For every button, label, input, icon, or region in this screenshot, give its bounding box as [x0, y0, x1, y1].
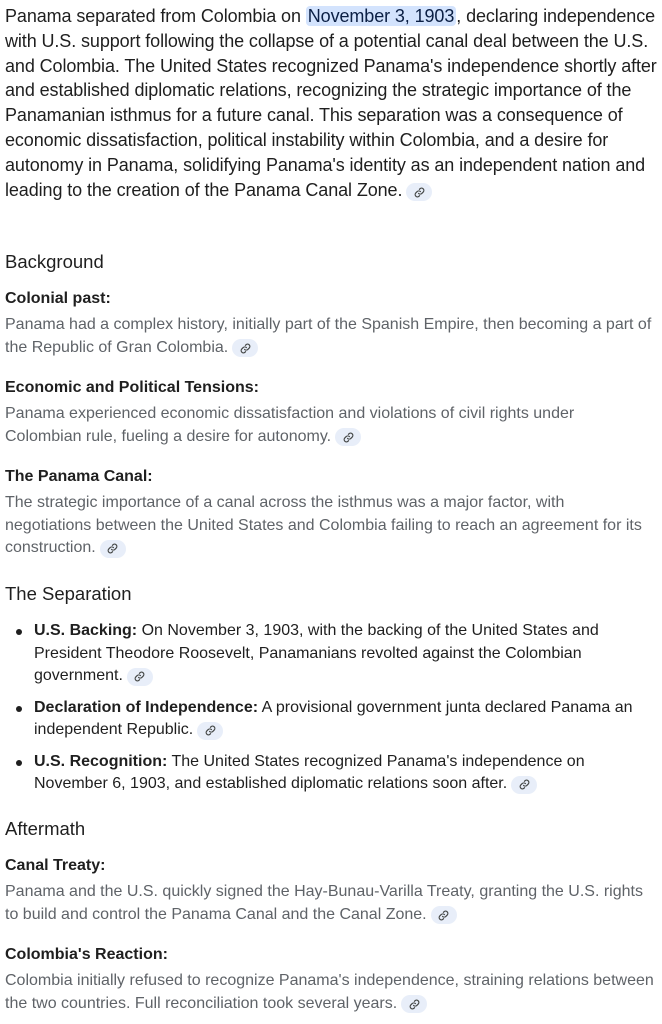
list-item-label: Declaration of Independence: [34, 698, 259, 716]
source-link-chip[interactable] [197, 722, 223, 740]
sub-title: Canal Treaty: [5, 857, 106, 874]
background-item-colonial-past [5, 288, 654, 359]
highlighted-date[interactable]: November 3, 1903 [307, 6, 455, 26]
link-icon [438, 910, 449, 921]
sub-body [5, 492, 654, 560]
sub-body [5, 314, 654, 359]
background-item-panama-canal [5, 466, 654, 560]
separation-list [5, 620, 654, 796]
sub-body [5, 970, 654, 1015]
sub-title: Colonial past: [5, 290, 111, 307]
sub-body [5, 881, 654, 926]
source-link-chip[interactable] [232, 339, 258, 357]
link-icon [134, 671, 145, 682]
source-link-chip[interactable] [431, 906, 457, 924]
section-heading-separation: The Separation [5, 583, 132, 604]
link-icon [414, 187, 425, 198]
source-link-chip[interactable] [406, 183, 432, 201]
aftermath-item-colombia-reaction [5, 944, 654, 1015]
sub-body-text: Panama had a complex history, initially part of the Spanish Empire, then becoming a part of the Republic of Gran Colombia. [5, 316, 652, 356]
section-heading-aftermath: Aftermath [5, 818, 86, 839]
link-icon [519, 779, 530, 790]
sub-body-text: Panama and the U.S. quickly signed the Hay-Bunau-Varilla Treaty, granting the U.S. rights to build and control the Panama Canal and the Canal Zone. [5, 883, 643, 923]
section-heading-background: Background [5, 251, 104, 272]
list-item-label: U.S. Backing: [34, 622, 138, 639]
list-item [5, 620, 654, 688]
sub-body-text: Colombia initially refused to recognize Panama's independence, straining relations between the two countries. Full reconciliation took several years. [5, 972, 654, 1012]
intro-text-after: , declaring independence with U.S. support following the collapse of a potential canal deal between the U.S. and Colombia. The United States recognized Panama's independence shortly after and established diplomatic relations, recognizing the strategic importance of the Panamanian isthmus for a future canal. This separation was a consequence of economic dissatisfaction, political instability within Colombia, and a desire for autonomy in Panama, solidifying Panama's identity as an independent nation and leading to the creation of the Panama Canal Zone. [5, 6, 657, 200]
link-icon [343, 432, 354, 443]
source-link-chip[interactable] [401, 995, 427, 1013]
source-link-chip[interactable] [127, 668, 153, 686]
list-item-text: The United States recognized Panama's independence on November 6, 1903, and established diplomatic relations soon after. [34, 752, 585, 792]
sub-title: The Panama Canal: [5, 468, 153, 485]
background-item-tensions [5, 377, 654, 448]
source-link-chip[interactable] [511, 776, 537, 794]
list-item [5, 751, 654, 796]
link-icon [107, 543, 118, 554]
sub-body-text: Panama experienced economic dissatisfaction and violations of civil rights under Colombian rule, fueling a desire for autonomy. [5, 405, 575, 445]
list-item-text: A provisional government junta declared Panama an independent Republic. [34, 698, 633, 738]
sub-title: Economic and Political Tensions: [5, 379, 259, 396]
list-item-label: U.S. Recognition: [34, 752, 168, 770]
sub-body [5, 403, 654, 448]
sub-title: Colombia's Reaction: [5, 946, 168, 963]
list-item [5, 697, 654, 742]
intro-paragraph [5, 4, 662, 202]
link-icon [409, 999, 420, 1010]
aftermath-item-canal-treaty [5, 855, 654, 926]
intro-text-before: Panama separated from Colombia on [5, 6, 306, 26]
link-icon [240, 343, 251, 354]
sub-body-text: The strategic importance of a canal across the isthmus was a major factor, with negotiations between the United States and Colombia failing to reach an agreement for its construction. [5, 494, 642, 556]
source-link-chip[interactable] [335, 428, 361, 446]
link-icon [205, 725, 216, 736]
source-link-chip[interactable] [100, 540, 126, 558]
list-item-text: On November 3, 1903, with the backing of the United States and President Theodore Roosevelt, Panamanians revolted against the Colombian government. [34, 622, 599, 684]
